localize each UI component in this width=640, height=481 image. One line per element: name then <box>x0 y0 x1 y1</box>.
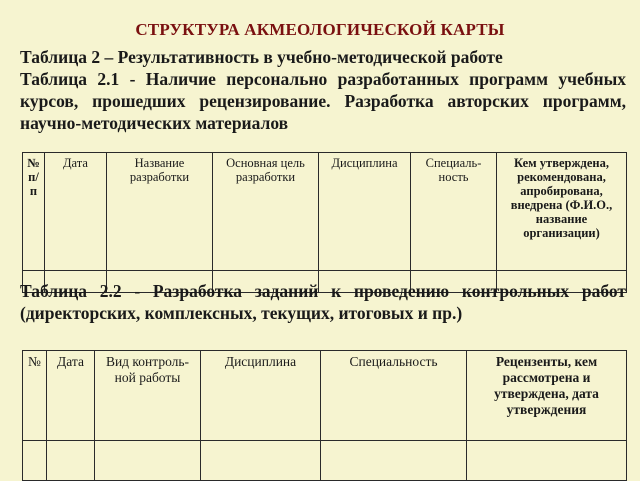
col-header-date: Дата <box>47 351 95 441</box>
col-header-test-type: Вид контроль-ной работы <box>95 351 201 441</box>
table-2-1-header-row <box>23 153 627 271</box>
table-2-2 <box>22 350 627 481</box>
col-header-specialty: Специаль-ность <box>411 153 497 271</box>
table-cell[interactable] <box>95 441 201 481</box>
col-header-development-name: Название разработки <box>107 153 213 271</box>
col-header-approved-by: Кем утверждена, рекомендована, апробирована, внедрена (Ф.И.О., название организации) <box>497 153 627 271</box>
col-header-main-goal: Основная цель разработки <box>213 153 319 271</box>
table-2-2-header-row <box>23 351 627 441</box>
table-cell[interactable] <box>201 441 321 481</box>
col-header-specialty: Специальность <box>321 351 467 441</box>
table-2-1-heading: Таблица 2.1 - Наличие персонально разработанных программ учебных курсов, прошедших рецензирование. Разработка авторских программ, научно-методических материалов <box>20 69 626 133</box>
table-cell[interactable] <box>23 441 47 481</box>
table-cell[interactable] <box>321 441 467 481</box>
col-header-discipline: Дисциплина <box>319 153 411 271</box>
table-cell[interactable] <box>47 441 95 481</box>
col-header-date: Дата <box>45 153 107 271</box>
col-header-number: № <box>23 351 47 441</box>
col-header-number: № п/п <box>23 153 45 271</box>
table-row <box>23 441 627 481</box>
table-2-heading: Таблица 2 – Результативность в учебно-методической работе <box>20 47 503 67</box>
slide-title: СТРУКТУРА АКМЕОЛОГИЧЕСКОЙ КАРТЫ <box>135 20 505 39</box>
table-2-1 <box>22 152 627 293</box>
col-header-discipline: Дисциплина <box>201 351 321 441</box>
col-header-reviewers: Рецензенты, кем рассмотрена и утверждена, дата утверждения <box>467 351 627 441</box>
table-2-2-heading: Таблица 2.2 - Разработка заданий к проведению контрольных работ (директорских, комплексных, текущих, итоговых и пр.) <box>20 281 626 323</box>
table-cell[interactable] <box>467 441 627 481</box>
